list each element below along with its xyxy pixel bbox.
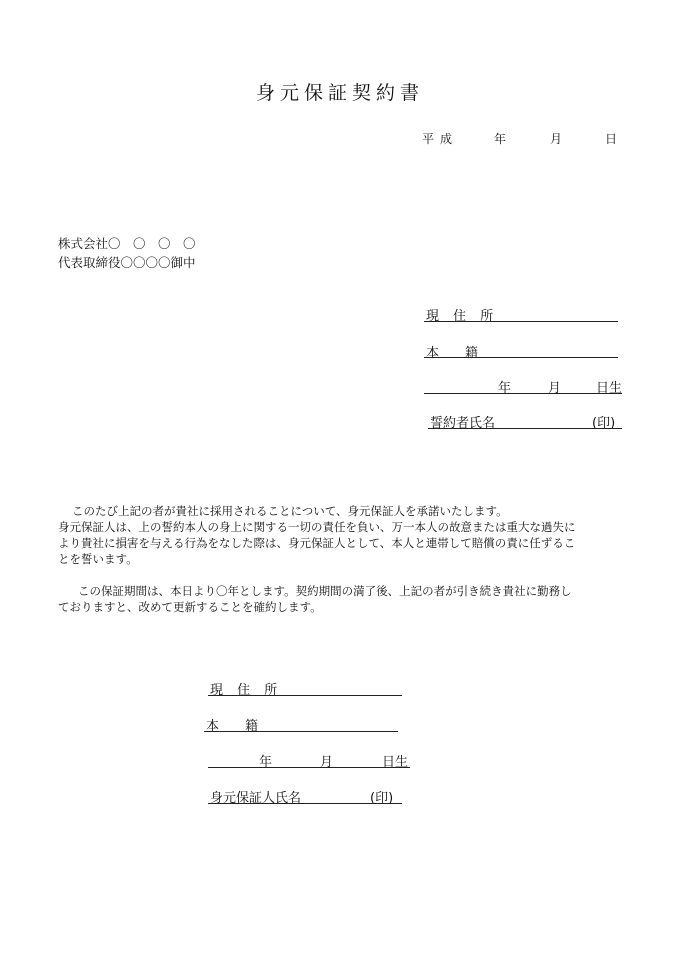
pledger-birth-year: 年 [498,381,512,396]
pledger-birthdate-field[interactable] [424,393,622,394]
guarantor-birth-day: 日生 [382,755,409,770]
guarantor-name-field[interactable] [208,803,402,804]
guarantor-birthdate-field[interactable] [208,767,410,768]
guarantor-name-label: 身元保証人氏名 [210,791,302,806]
date-era: 平成 [422,132,459,146]
pledger-domicile-label: 本 籍 [426,346,479,361]
date-month-label: 月 [550,132,563,146]
body-paragraph2-line2: ておりますと、改めて更新することを確約します。 [58,600,322,614]
date-year-label: 年 [494,132,507,146]
pledger-domicile-field[interactable] [424,357,618,358]
pledger-seal-mark: (印) [592,416,616,431]
guarantor-seal-mark: (印) [370,791,394,806]
guarantor-domicile-field[interactable] [204,731,398,732]
guarantor-address-label: 現 住 所 [210,683,283,698]
pledger-name-label: 誓約者氏名 [430,416,496,431]
body-paragraph2-line1: この保証期間は、本日より〇年とします。契約期間の満了後、上記の者が引き続き貴社に勤務し [78,584,572,598]
body-paragraph1-line3: より貴社に損害を与える行為をなした際は、身元保証人として、本人と連帯して賠償の責に任ずるこ [58,536,576,550]
pledger-address-field[interactable] [424,321,618,322]
guarantor-domicile-label: 本 籍 [206,719,259,734]
date-day-label: 日 [605,132,618,146]
addressee-company: 株式会社〇 〇 〇 〇 [58,236,196,251]
pledger-birth-month: 月 [548,381,562,396]
guarantor-birth-month: 月 [320,755,334,770]
addressee-representative: 代表取締役〇〇〇〇御中 [58,255,196,270]
pledger-name-field[interactable] [428,428,622,429]
document-title: 身元保証契約書 [255,82,424,104]
guarantor-birth-year: 年 [259,755,273,770]
body-paragraph1-line2: 身元保証人は、上の誓約本人の身上に関する一切の責任を負い、万一本人の故意または重大な過失に [58,520,576,534]
pledger-address-label: 現 住 所 [426,309,499,324]
body-paragraph1-line1: このたび上記の者が貴社に採用されることについて、身元保証人を承諾いたします。 [72,504,508,518]
pledger-birth-day: 日生 [596,381,623,396]
body-paragraph1-line4: とを誓います。 [58,552,138,566]
guarantor-address-field[interactable] [208,695,402,696]
